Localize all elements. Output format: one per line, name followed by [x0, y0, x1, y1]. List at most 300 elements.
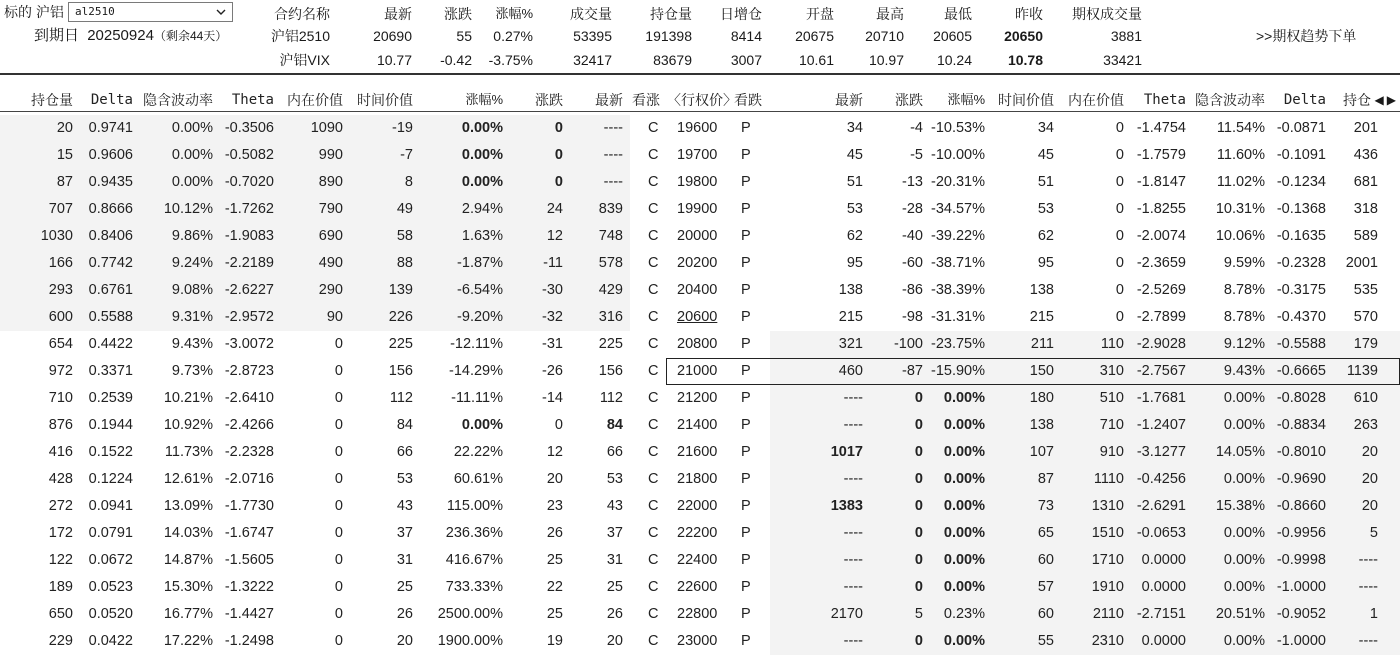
strike-price[interactable]: 21200: [677, 390, 718, 406]
option-row[interactable]: [0, 439, 1400, 466]
put-theta: -1.8255: [1136, 201, 1186, 217]
put-time-value: 62: [1037, 228, 1054, 244]
col-header-put-delta[interactable]: Delta: [1283, 92, 1326, 108]
put-last[interactable]: 95: [846, 255, 863, 271]
option-row[interactable]: [0, 574, 1400, 601]
call-intrinsic: 0: [334, 417, 343, 433]
put-last[interactable]: 321: [838, 336, 863, 352]
put-delta: -0.4370: [1276, 309, 1326, 325]
put-tag[interactable]: P: [741, 201, 751, 217]
call-last[interactable]: 839: [598, 201, 623, 217]
option-row[interactable]: [0, 628, 1400, 655]
call-intrinsic: 0: [334, 606, 343, 622]
call-tag[interactable]: C: [648, 606, 659, 622]
contract-name-value[interactable]: 沪铝VIX: [279, 52, 330, 68]
call-oi: 189: [48, 579, 73, 595]
strike-price[interactable]: 23000: [677, 633, 718, 649]
call-last[interactable]: 31: [606, 552, 623, 568]
put-iv: 11.60%: [1216, 147, 1265, 163]
prev-close-value: 10.78: [1007, 52, 1043, 68]
put-delta: -0.1368: [1276, 201, 1326, 217]
put-intrinsic: 1910: [1091, 579, 1124, 595]
call-change: 23: [546, 498, 563, 514]
put-oi: ----: [1358, 552, 1378, 568]
put-tag[interactable]: P: [741, 282, 751, 298]
put-oi: 263: [1353, 417, 1378, 433]
option-row[interactable]: [0, 277, 1400, 304]
strike-price[interactable]: 19700: [677, 147, 718, 163]
put-tag[interactable]: P: [741, 471, 751, 487]
col-header-put-oi[interactable]: 持仓: [1343, 92, 1371, 108]
call-change-pct: 0.00%: [461, 120, 503, 136]
put-change: -13: [902, 174, 923, 190]
col-header-strike[interactable]: 〈行权价〉: [667, 92, 737, 108]
call-delta: 0.0672: [88, 552, 133, 568]
call-change: 20: [546, 471, 563, 487]
put-last[interactable]: ----: [843, 552, 863, 568]
put-theta: -2.6291: [1136, 498, 1186, 514]
call-change: 26: [546, 525, 563, 541]
call-time-value: 49: [396, 201, 413, 217]
put-change: -28: [902, 201, 923, 217]
option-trend-order-link[interactable]: >>期权趋势下单: [1256, 28, 1357, 44]
header-col-last-price: 最新: [384, 6, 412, 22]
call-last[interactable]: ----: [603, 147, 623, 163]
put-change-pct: 0.00%: [943, 579, 985, 595]
put-change: 0: [914, 471, 923, 487]
put-tag[interactable]: P: [741, 444, 751, 460]
call-last[interactable]: 84: [606, 417, 623, 433]
call-intrinsic: 890: [318, 174, 343, 190]
call-last[interactable]: 43: [606, 498, 623, 514]
put-time-value: 180: [1029, 390, 1054, 406]
call-change: 0: [554, 120, 563, 136]
put-tag[interactable]: P: [741, 363, 751, 379]
option-row[interactable]: [0, 547, 1400, 574]
call-tag[interactable]: C: [648, 282, 659, 298]
put-tag[interactable]: P: [741, 120, 751, 136]
call-last[interactable]: 25: [606, 579, 623, 595]
call-delta: 0.7742: [88, 255, 133, 271]
put-delta: -0.1091: [1276, 147, 1326, 163]
put-delta: -0.8010: [1276, 444, 1326, 460]
put-intrinsic: 1510: [1091, 525, 1124, 541]
put-oi: 1139: [1346, 363, 1378, 379]
put-change-pct: 0.00%: [943, 552, 985, 568]
call-theta: -0.7020: [224, 174, 274, 190]
put-tag[interactable]: P: [741, 633, 751, 649]
put-delta: -1.0000: [1276, 579, 1326, 595]
call-time-value: 25: [396, 579, 413, 595]
call-last[interactable]: 578: [598, 255, 623, 271]
put-oi: 681: [1353, 174, 1378, 190]
col-header-call-time-value[interactable]: 时间价值: [357, 92, 413, 108]
scroll-left-icon[interactable]: ◀: [1374, 93, 1384, 107]
call-time-value: 156: [388, 363, 413, 379]
call-intrinsic: 0: [334, 498, 343, 514]
call-iv: 9.31%: [171, 309, 213, 325]
expiry-date: 20250924: [87, 27, 154, 44]
strike-price[interactable]: 20600: [677, 309, 718, 325]
call-change: -11: [543, 255, 563, 271]
header-divider: [0, 73, 1400, 75]
col-header-call-change[interactable]: 涨跌: [535, 92, 563, 108]
put-tag[interactable]: P: [741, 606, 751, 622]
open-value: 10.61: [798, 52, 834, 68]
call-time-value: 53: [396, 471, 413, 487]
strike-price[interactable]: 21800: [677, 471, 718, 487]
column-nav: [1375, 89, 1396, 111]
put-iv: 0.00%: [1223, 552, 1265, 568]
strike-price[interactable]: 22400: [677, 552, 718, 568]
col-header-call-oi[interactable]: 持仓量: [31, 92, 73, 108]
col-header-put-time-value[interactable]: 时间价值: [998, 92, 1054, 108]
put-delta: -0.9052: [1276, 606, 1326, 622]
call-time-value: 43: [396, 498, 413, 514]
put-last[interactable]: ----: [843, 525, 863, 541]
call-intrinsic: 790: [318, 201, 343, 217]
put-change: -40: [902, 228, 923, 244]
call-change-pct: 1900.00%: [437, 633, 503, 649]
put-iv: 0.00%: [1223, 579, 1265, 595]
put-change-pct: -38.71%: [930, 255, 985, 271]
col-header-call-intrinsic[interactable]: 内在价值: [287, 92, 343, 108]
put-tag[interactable]: P: [741, 336, 751, 352]
col-header-put-intrinsic[interactable]: 内在价值: [1068, 92, 1124, 108]
call-tag[interactable]: C: [648, 471, 659, 487]
put-oi: 179: [1353, 336, 1378, 352]
strike-price[interactable]: 21600: [677, 444, 718, 460]
call-delta: 0.5588: [88, 309, 133, 325]
put-tag[interactable]: P: [741, 417, 751, 433]
oi-change-value: 8414: [730, 28, 762, 44]
strike-price[interactable]: 21400: [677, 417, 718, 433]
call-intrinsic: 0: [334, 471, 343, 487]
expiry-info: [34, 26, 227, 46]
call-time-value: -19: [392, 120, 413, 136]
put-theta: -1.8147: [1136, 174, 1186, 190]
put-theta: -1.7579: [1136, 147, 1186, 163]
put-delta: -0.6665: [1276, 363, 1326, 379]
put-change-pct: 0.00%: [943, 417, 985, 433]
call-intrinsic: 490: [318, 255, 343, 271]
put-iv: 20.51%: [1215, 606, 1265, 622]
put-last[interactable]: 460: [838, 363, 863, 379]
put-tag[interactable]: P: [741, 147, 751, 163]
call-last[interactable]: ----: [603, 174, 623, 190]
put-tag[interactable]: P: [741, 498, 751, 514]
put-change: 0: [914, 390, 923, 406]
put-tag[interactable]: P: [741, 174, 751, 190]
call-last[interactable]: ----: [603, 120, 623, 136]
call-last[interactable]: 429: [598, 282, 623, 298]
col-header-put-tag[interactable]: 看跌: [734, 92, 762, 108]
call-oi: 650: [48, 606, 73, 622]
call-iv: 17.22%: [163, 633, 213, 649]
call-tag[interactable]: C: [648, 390, 659, 406]
call-theta: -3.0072: [224, 336, 274, 352]
option-row[interactable]: [0, 412, 1400, 439]
col-header-put-theta[interactable]: Theta: [1143, 92, 1186, 108]
call-delta: 0.0941: [88, 498, 133, 514]
call-iv: 15.30%: [163, 579, 213, 595]
put-change-pct: -20.31%: [930, 174, 985, 190]
change-pct-value: -3.75%: [488, 52, 533, 68]
put-delta: -0.5588: [1276, 336, 1326, 352]
put-theta: -2.7567: [1136, 363, 1186, 379]
strike-price[interactable]: 22000: [677, 498, 718, 514]
call-tag[interactable]: C: [648, 147, 659, 163]
put-iv: 8.78%: [1223, 309, 1265, 325]
col-header-call-last[interactable]: 最新: [595, 92, 623, 108]
call-iv: 14.87%: [163, 552, 213, 568]
call-tag[interactable]: C: [648, 525, 659, 541]
put-intrinsic: 710: [1099, 417, 1124, 433]
call-last[interactable]: 748: [598, 228, 623, 244]
header-col-option-volume: 期权成交量: [1072, 6, 1142, 22]
put-change: 5: [914, 606, 923, 622]
call-oi: 229: [48, 633, 73, 649]
put-iv: 11.54%: [1216, 120, 1265, 136]
put-tag[interactable]: P: [741, 255, 751, 271]
call-change-pct: -11.11%: [451, 390, 503, 406]
call-iv: 9.43%: [171, 336, 213, 352]
call-theta: -2.2189: [224, 255, 274, 271]
call-change: 0: [554, 147, 563, 163]
strike-price[interactable]: 20800: [677, 336, 718, 352]
put-tag[interactable]: P: [741, 525, 751, 541]
put-theta: 0.0000: [1141, 579, 1186, 595]
put-last[interactable]: ----: [843, 633, 863, 649]
put-last[interactable]: ----: [843, 471, 863, 487]
put-theta: -2.7151: [1136, 606, 1186, 622]
put-iv: 10.31%: [1215, 201, 1265, 217]
put-theta: -3.1277: [1136, 444, 1186, 460]
call-tag[interactable]: C: [648, 201, 659, 217]
put-oi: 570: [1353, 309, 1378, 325]
call-tag[interactable]: C: [648, 309, 659, 325]
option-row[interactable]: [0, 142, 1400, 169]
call-tag[interactable]: C: [648, 579, 659, 595]
col-header-put-last[interactable]: 最新: [835, 92, 863, 108]
call-delta: 0.0523: [88, 579, 133, 595]
call-change: -32: [542, 309, 563, 325]
option-row[interactable]: [0, 169, 1400, 196]
put-delta: -0.9690: [1276, 471, 1326, 487]
put-tag[interactable]: P: [741, 579, 751, 595]
call-iv: 13.09%: [163, 498, 213, 514]
call-tag[interactable]: C: [648, 498, 659, 514]
high-value: 20710: [865, 28, 904, 44]
call-theta: -1.2498: [224, 633, 274, 649]
col-header-call-iv[interactable]: 隐含波动率: [143, 92, 213, 108]
call-iv: 10.21%: [163, 390, 213, 406]
option-row[interactable]: [0, 196, 1400, 223]
call-last[interactable]: 26: [606, 606, 623, 622]
call-change-pct: 2.94%: [461, 201, 503, 217]
put-last[interactable]: 53: [846, 201, 863, 217]
option-row[interactable]: [0, 601, 1400, 628]
put-last[interactable]: 1383: [830, 498, 863, 514]
call-oi: 707: [48, 201, 73, 217]
call-last[interactable]: 37: [606, 525, 623, 541]
scroll-right-icon[interactable]: ▶: [1386, 93, 1396, 107]
call-intrinsic: 0: [334, 444, 343, 460]
call-iv: 9.73%: [171, 363, 213, 379]
option-row[interactable]: [0, 385, 1400, 412]
call-last[interactable]: 20: [606, 633, 623, 649]
put-oi: 535: [1353, 282, 1378, 298]
put-delta: -0.3175: [1276, 282, 1326, 298]
volume-value: 53395: [573, 28, 612, 44]
change-pct-value: 0.27%: [493, 28, 533, 44]
call-oi: 87: [56, 174, 73, 190]
option-chain-header: [0, 89, 1400, 111]
put-change: -98: [902, 309, 923, 325]
col-header-call-tag[interactable]: 看涨: [632, 92, 660, 108]
option-row[interactable]: [0, 223, 1400, 250]
call-tag[interactable]: C: [648, 552, 659, 568]
put-iv: 0.00%: [1223, 471, 1265, 487]
put-change-pct: 0.00%: [943, 633, 985, 649]
option-row[interactable]: [0, 331, 1400, 358]
put-time-value: 150: [1029, 363, 1054, 379]
put-oi: 20: [1361, 471, 1378, 487]
put-last[interactable]: 62: [846, 228, 863, 244]
call-theta: -2.6227: [224, 282, 274, 298]
put-last[interactable]: 51: [846, 174, 863, 190]
call-tag[interactable]: C: [648, 120, 659, 136]
call-last[interactable]: 112: [599, 390, 623, 406]
put-last[interactable]: 138: [838, 282, 863, 298]
put-last[interactable]: 1017: [830, 444, 863, 460]
put-iv: 10.06%: [1215, 228, 1265, 244]
put-last[interactable]: 215: [838, 309, 863, 325]
header-col-change-pct: 涨幅%: [495, 6, 533, 21]
call-last[interactable]: 66: [606, 444, 623, 460]
option-row[interactable]: [0, 520, 1400, 547]
put-tag[interactable]: P: [741, 228, 751, 244]
call-last[interactable]: 53: [606, 471, 623, 487]
call-tag[interactable]: C: [648, 444, 659, 460]
col-header-put-change-pct[interactable]: 涨幅%: [947, 92, 985, 107]
strike-price[interactable]: 19800: [677, 174, 718, 190]
put-intrinsic: 1310: [1091, 498, 1124, 514]
put-change: -4: [910, 120, 923, 136]
option-row[interactable]: [0, 115, 1400, 142]
call-delta: 0.0791: [88, 525, 133, 541]
col-header-put-iv[interactable]: 隐含波动率: [1195, 92, 1265, 108]
option-row[interactable]: [0, 304, 1400, 331]
put-theta: -1.4754: [1136, 120, 1186, 136]
low-value: 10.24: [936, 52, 972, 68]
put-intrinsic: 0: [1115, 120, 1124, 136]
put-tag[interactable]: P: [741, 309, 751, 325]
strike-price[interactable]: 19900: [677, 201, 718, 217]
option-row[interactable]: [0, 250, 1400, 277]
put-oi: 589: [1353, 228, 1378, 244]
put-change-pct: -10.53%: [930, 120, 985, 136]
call-last[interactable]: 156: [598, 363, 623, 379]
put-last[interactable]: ----: [843, 579, 863, 595]
option-row[interactable]: [0, 493, 1400, 520]
call-intrinsic: 690: [318, 228, 343, 244]
col-header-call-change-pct[interactable]: 涨幅%: [465, 92, 503, 107]
put-time-value: 138: [1029, 282, 1054, 298]
put-delta: -0.1635: [1276, 228, 1326, 244]
call-tag[interactable]: C: [648, 417, 659, 433]
put-last[interactable]: 34: [846, 120, 863, 136]
option-row[interactable]: [0, 466, 1400, 493]
call-tag[interactable]: C: [648, 228, 659, 244]
strike-price[interactable]: 22600: [677, 579, 718, 595]
col-header-call-theta[interactable]: Theta: [231, 92, 274, 108]
put-last[interactable]: 2170: [830, 606, 863, 622]
call-tag[interactable]: C: [648, 174, 659, 190]
put-last[interactable]: 45: [846, 147, 863, 163]
contract-select[interactable]: [68, 2, 233, 22]
strike-price[interactable]: 22200: [677, 525, 718, 541]
call-theta: -2.0716: [224, 471, 274, 487]
call-delta: 0.8406: [88, 228, 133, 244]
call-delta: 0.1224: [88, 471, 133, 487]
call-last[interactable]: 316: [598, 309, 623, 325]
prev-close-value: 20650: [1004, 28, 1043, 44]
put-delta: -0.8028: [1276, 390, 1326, 406]
call-tag[interactable]: C: [648, 336, 659, 352]
put-oi: 610: [1353, 390, 1378, 406]
call-last[interactable]: 225: [598, 336, 623, 352]
call-tag[interactable]: C: [648, 255, 659, 271]
put-change: -100: [893, 336, 923, 352]
strike-price[interactable]: 19600: [677, 120, 718, 136]
call-oi: 428: [48, 471, 73, 487]
call-oi: 972: [48, 363, 73, 379]
put-last[interactable]: ----: [843, 390, 863, 406]
column-header-divider: [0, 111, 1400, 112]
put-oi: 20: [1361, 498, 1378, 514]
call-oi: 1030: [40, 228, 73, 244]
put-last[interactable]: ----: [843, 417, 863, 433]
col-header-call-delta[interactable]: Delta: [90, 92, 133, 108]
option-row[interactable]: [0, 358, 1400, 385]
strike-price[interactable]: 20400: [677, 282, 718, 298]
call-change-pct: 0.00%: [461, 417, 503, 433]
call-tag[interactable]: C: [648, 363, 659, 379]
put-change-pct: -34.57%: [930, 201, 985, 217]
strike-price[interactable]: 22800: [677, 606, 718, 622]
strike-price[interactable]: 20000: [677, 228, 718, 244]
contract-name-value[interactable]: 沪铝2510: [270, 28, 330, 44]
put-time-value: 55: [1037, 633, 1054, 649]
header-col-volume: 成交量: [570, 6, 612, 22]
call-iv: 10.92%: [163, 417, 213, 433]
call-time-value: 139: [388, 282, 413, 298]
call-intrinsic: 990: [318, 147, 343, 163]
call-tag[interactable]: C: [648, 633, 659, 649]
put-tag[interactable]: P: [741, 390, 751, 406]
put-time-value: 65: [1037, 525, 1054, 541]
strike-price[interactable]: 21000: [677, 363, 718, 379]
option-volume-value: 33421: [1103, 52, 1142, 68]
call-change-pct: -6.54%: [457, 282, 503, 298]
put-iv: 0.00%: [1223, 390, 1265, 406]
col-header-put-change[interactable]: 涨跌: [895, 92, 923, 108]
put-tag[interactable]: P: [741, 552, 751, 568]
strike-price[interactable]: 20200: [677, 255, 718, 271]
chevron-down-icon: [216, 7, 226, 17]
put-change: -60: [902, 255, 923, 271]
